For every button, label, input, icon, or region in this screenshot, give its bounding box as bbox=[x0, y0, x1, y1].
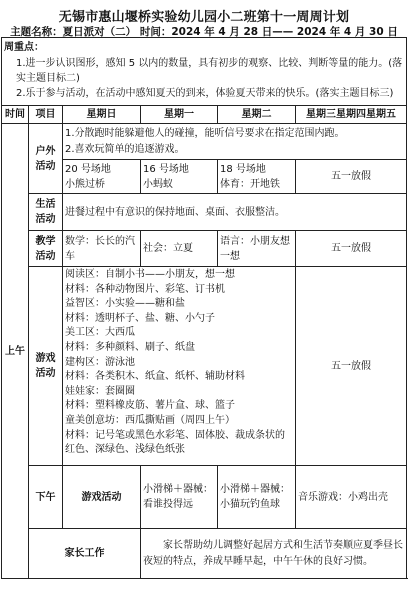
teaching-activity-row bbox=[2, 231, 407, 267]
column-header-row bbox=[2, 106, 407, 124]
outdoor-monday: 16 号场地 小蚂蚁 bbox=[141, 160, 218, 194]
afternoon-label: 下午 bbox=[29, 466, 63, 529]
life-activity-row bbox=[2, 194, 407, 231]
game-activity-label: 游戏活动 bbox=[29, 267, 63, 466]
outdoor-tuesday: 18 号场地 体育：开地铁 bbox=[218, 160, 296, 194]
afternoon-game-label: 游戏活动 bbox=[63, 466, 141, 529]
game-material-line: 童美创意坊：西瓜撕贴画（周四上午） bbox=[65, 414, 235, 426]
col-header-sunday: 星期日 bbox=[63, 106, 141, 124]
outdoor-goals-row bbox=[2, 124, 407, 160]
col-header-tuesday: 星期二 bbox=[218, 106, 296, 124]
col-header-wed-fri: 星期三星期四星期五 bbox=[296, 106, 407, 124]
weekly-focus-item-2: 2.乐于参与活动，在活动中感知夏天的到来，体验夏天带来的快乐。(落实主题目标三) bbox=[16, 88, 394, 99]
col-header-item: 项目 bbox=[29, 106, 63, 124]
col-header-time: 时间 bbox=[2, 106, 29, 124]
weekly-plan-table bbox=[1, 37, 407, 579]
family-work-text: 家长帮助幼儿调整好起居方式和生活节奏顺应夏季昼长夜短的特点，养成早睡早起，中午午休的良好习惯。 bbox=[141, 529, 407, 579]
game-material-line: 材料：各类积木、纸盒、纸杯、辅助材料 bbox=[65, 371, 245, 383]
family-work-label: 家长工作 bbox=[29, 529, 141, 579]
family-work-row bbox=[2, 529, 407, 579]
afternoon-row bbox=[2, 466, 407, 529]
game-material-line: 建构区：游泳池 bbox=[65, 356, 135, 368]
game-material-line: 益智区：小实验——糖和盐 bbox=[65, 298, 185, 310]
outdoor-holiday: 五一放假 bbox=[296, 160, 407, 194]
outdoor-sites-row bbox=[2, 160, 407, 194]
plan-title: 无锡市惠山堰桥实验幼儿园小二班第十一周周计划 bbox=[58, 10, 350, 25]
morning-label: 上午 bbox=[2, 124, 29, 579]
teaching-activity-label: 教学活动 bbox=[29, 231, 63, 267]
life-activity-text: 进餐过程中有意识的保持地面、桌面、衣服整洁。 bbox=[63, 194, 407, 231]
game-material-line: 材料：透明杯子、盐、糖、小勺子 bbox=[65, 312, 215, 324]
afternoon-sunday: 小滑梯＋器械：看谁投得远 bbox=[141, 466, 218, 529]
afternoon-tuesday: 音乐游戏：小鸡出壳 bbox=[296, 466, 407, 529]
afternoon-monday: 小滑梯＋器械：小猫玩钓鱼球 bbox=[218, 466, 296, 529]
plan-subtitle: 主题名称：夏日派对（二） 时间：2024 年 4 月 28 日—— 2024 年 4 月 30 日 bbox=[10, 26, 398, 38]
outdoor-activity-label: 户外活动 bbox=[29, 124, 63, 194]
teaching-holiday: 五一放假 bbox=[296, 231, 407, 267]
game-material-line: 材料：塑料橡皮筋、薯片盒、球、篮子 bbox=[65, 400, 235, 412]
life-activity-label: 生活活动 bbox=[29, 194, 63, 231]
teaching-sunday: 数学：长长的汽车 bbox=[63, 231, 141, 267]
outdoor-goals: 1.分散跑时能躲避他人的碰撞，能听信号要求在指定范围内跑。 2.喜欢玩简单的追逐游戏。 bbox=[63, 124, 407, 160]
teaching-monday: 社会：立夏 bbox=[141, 231, 218, 267]
weekly-focus-item-1: 1.进一步认识图形，感知 5 以内的数量，具有初步的观察、比较、判断等量的能力。(落实主题目标二) bbox=[16, 58, 403, 84]
col-header-monday: 星期一 bbox=[141, 106, 218, 124]
game-materials-cell bbox=[63, 267, 296, 466]
teaching-tuesday: 语言：小朋友想一想 bbox=[218, 231, 296, 267]
game-material-line: 娃娃家：套圈圈 bbox=[65, 385, 135, 397]
game-holiday: 五一放假 bbox=[296, 267, 407, 466]
weekly-focus-label: 周重点： bbox=[4, 42, 44, 53]
game-material-line: 美工区：大西瓜 bbox=[65, 327, 135, 339]
weekly-focus-cell bbox=[2, 38, 407, 106]
weekly-focus-row bbox=[2, 38, 407, 106]
game-material-line: 材料：记号笔或黑色水彩笔、固体胶、裁成条状的红色、深绿色、浅绿色纸张 bbox=[65, 429, 285, 456]
game-material-line: 材料：多种颜料、刷子、纸盘 bbox=[65, 341, 195, 353]
game-material-line: 阅读区：自制小书——小朋友，想一想 bbox=[65, 269, 235, 280]
outdoor-sunday: 20 号场地 小熊过桥 bbox=[63, 160, 141, 194]
game-material-line: 材料：各种动物图片、彩笔、订书机 bbox=[65, 283, 225, 295]
game-activity-row bbox=[2, 267, 407, 466]
